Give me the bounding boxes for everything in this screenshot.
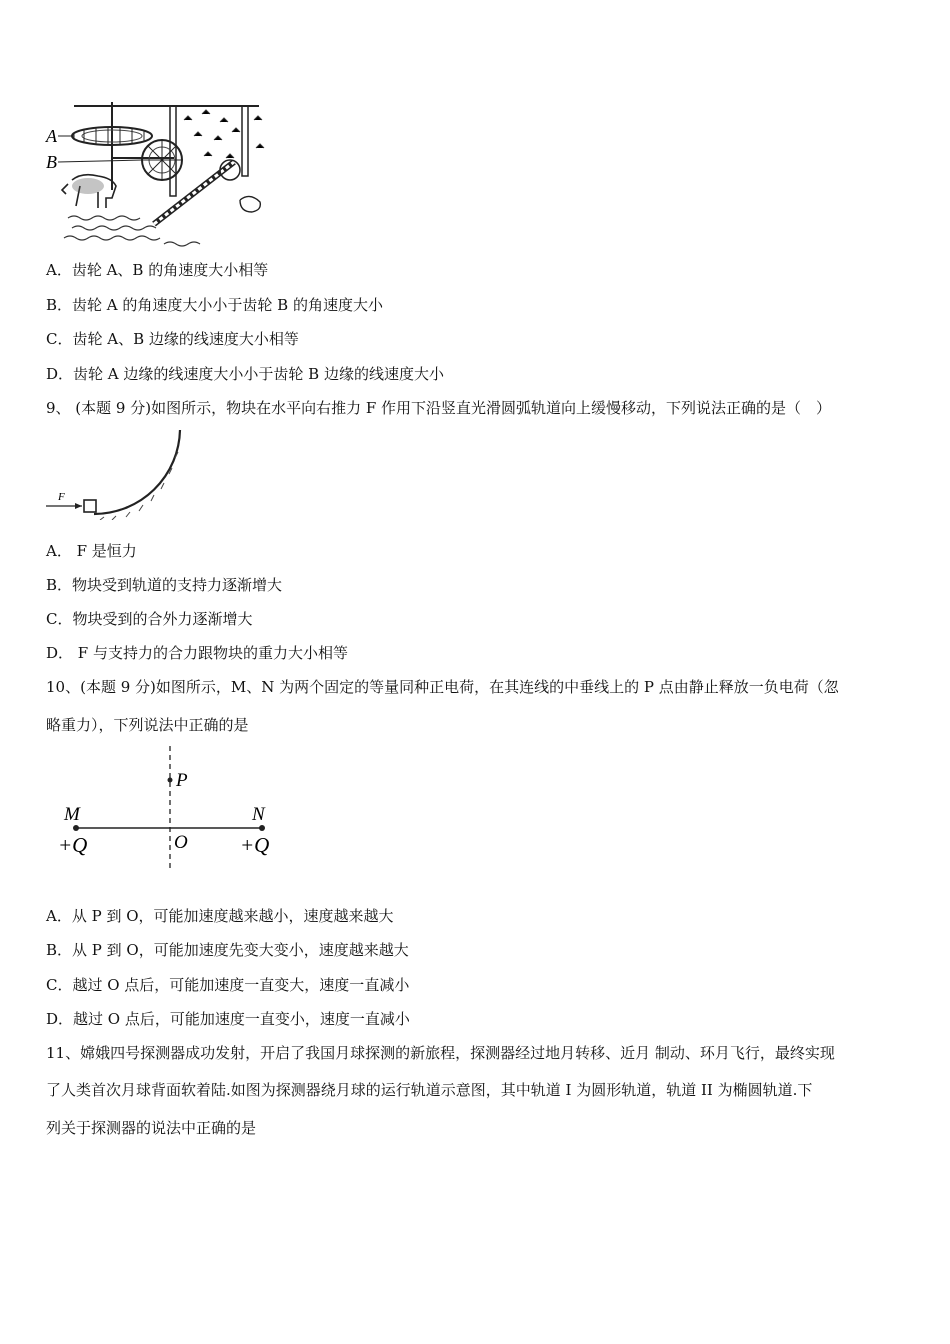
q10-stem-line1: 10、(本题 9 分)如图所示，M、N 为两个固定的等量同种正电荷，在其连线的中垂线上的 P 点由静止释放一负电荷（忽 [46, 678, 839, 696]
charge-m-label: M [64, 804, 80, 825]
q11-stem-line3: 列关于探测器的说法中正确的是 [46, 1119, 257, 1137]
force-f-label: F [58, 491, 65, 503]
point-p-label: P [176, 770, 188, 791]
q9-option-d: D． F 与支持力的合力跟物块的重力大小相等 [46, 644, 348, 662]
q10-charges-figure [56, 744, 286, 870]
q8-option-a: A．齿轮 A、B 的角速度大小相等 [46, 261, 269, 279]
gear-a-label: A [46, 126, 57, 146]
point-o-label: O [174, 832, 188, 853]
q10-option-d: D．越过 O 点后，可能加速度一直变小，速度一直减小 [46, 1010, 410, 1028]
waterwheel-figure [44, 100, 266, 250]
q8-option-c: C．齿轮 A、B 边缘的线速度大小相等 [46, 330, 299, 348]
q9-option-a: A． F 是恒力 [46, 542, 137, 560]
charge-left-value: +Q [58, 833, 88, 857]
q11-stem-line1: 11、嫦娥四号探测器成功发射，开启了我国月球探测的新旅程，探测器经过地月转移、近月 制动、环月飞行，最终实现 [46, 1044, 835, 1062]
q10-option-a: A．从 P 到 O，可能加速度越来越小，速度越来越大 [46, 907, 394, 925]
q9-option-c: C．物块受到的合外力逐渐增大 [46, 610, 253, 628]
q10-option-c: C．越过 O 点后，可能加速度一直变大，速度一直减小 [46, 976, 410, 994]
waterwheel-drawing [44, 100, 266, 250]
q9-arc-drawing [44, 428, 194, 520]
gear-b-label: B [46, 152, 57, 172]
charge-right-value: +Q [240, 833, 270, 857]
q9-option-b: B．物块受到轨道的支持力逐渐增大 [46, 576, 283, 594]
q10-charges-drawing [56, 744, 286, 870]
q9-arc-figure [44, 428, 194, 520]
q10-stem-line2: 略重力），下列说法中正确的是 [46, 716, 249, 734]
q8-option-b: B．齿轮 A 的角速度大小小于齿轮 B 的角速度大小 [46, 296, 383, 314]
q8-option-d: D．齿轮 A 边缘的线速度大小小于齿轮 B 边缘的线速度大小 [46, 365, 444, 383]
q11-stem-line2: 了人类首次月球背面软着陆.如图为探测器绕月球的运行轨道示意图，其中轨道 I 为圆形轨道，轨道 II 为椭圆轨道.下 [46, 1081, 813, 1099]
q9-stem: 9、 (本题 9 分)如图所示，物块在水平向右推力 F 作用下沿竖直光滑圆弧轨道向上缓慢移动，下列说法正确的是（ ） [46, 399, 832, 417]
charge-n-label: N [252, 804, 265, 825]
q10-option-b: B．从 P 到 O，可能加速度先变大变小，速度越来越大 [46, 941, 409, 959]
